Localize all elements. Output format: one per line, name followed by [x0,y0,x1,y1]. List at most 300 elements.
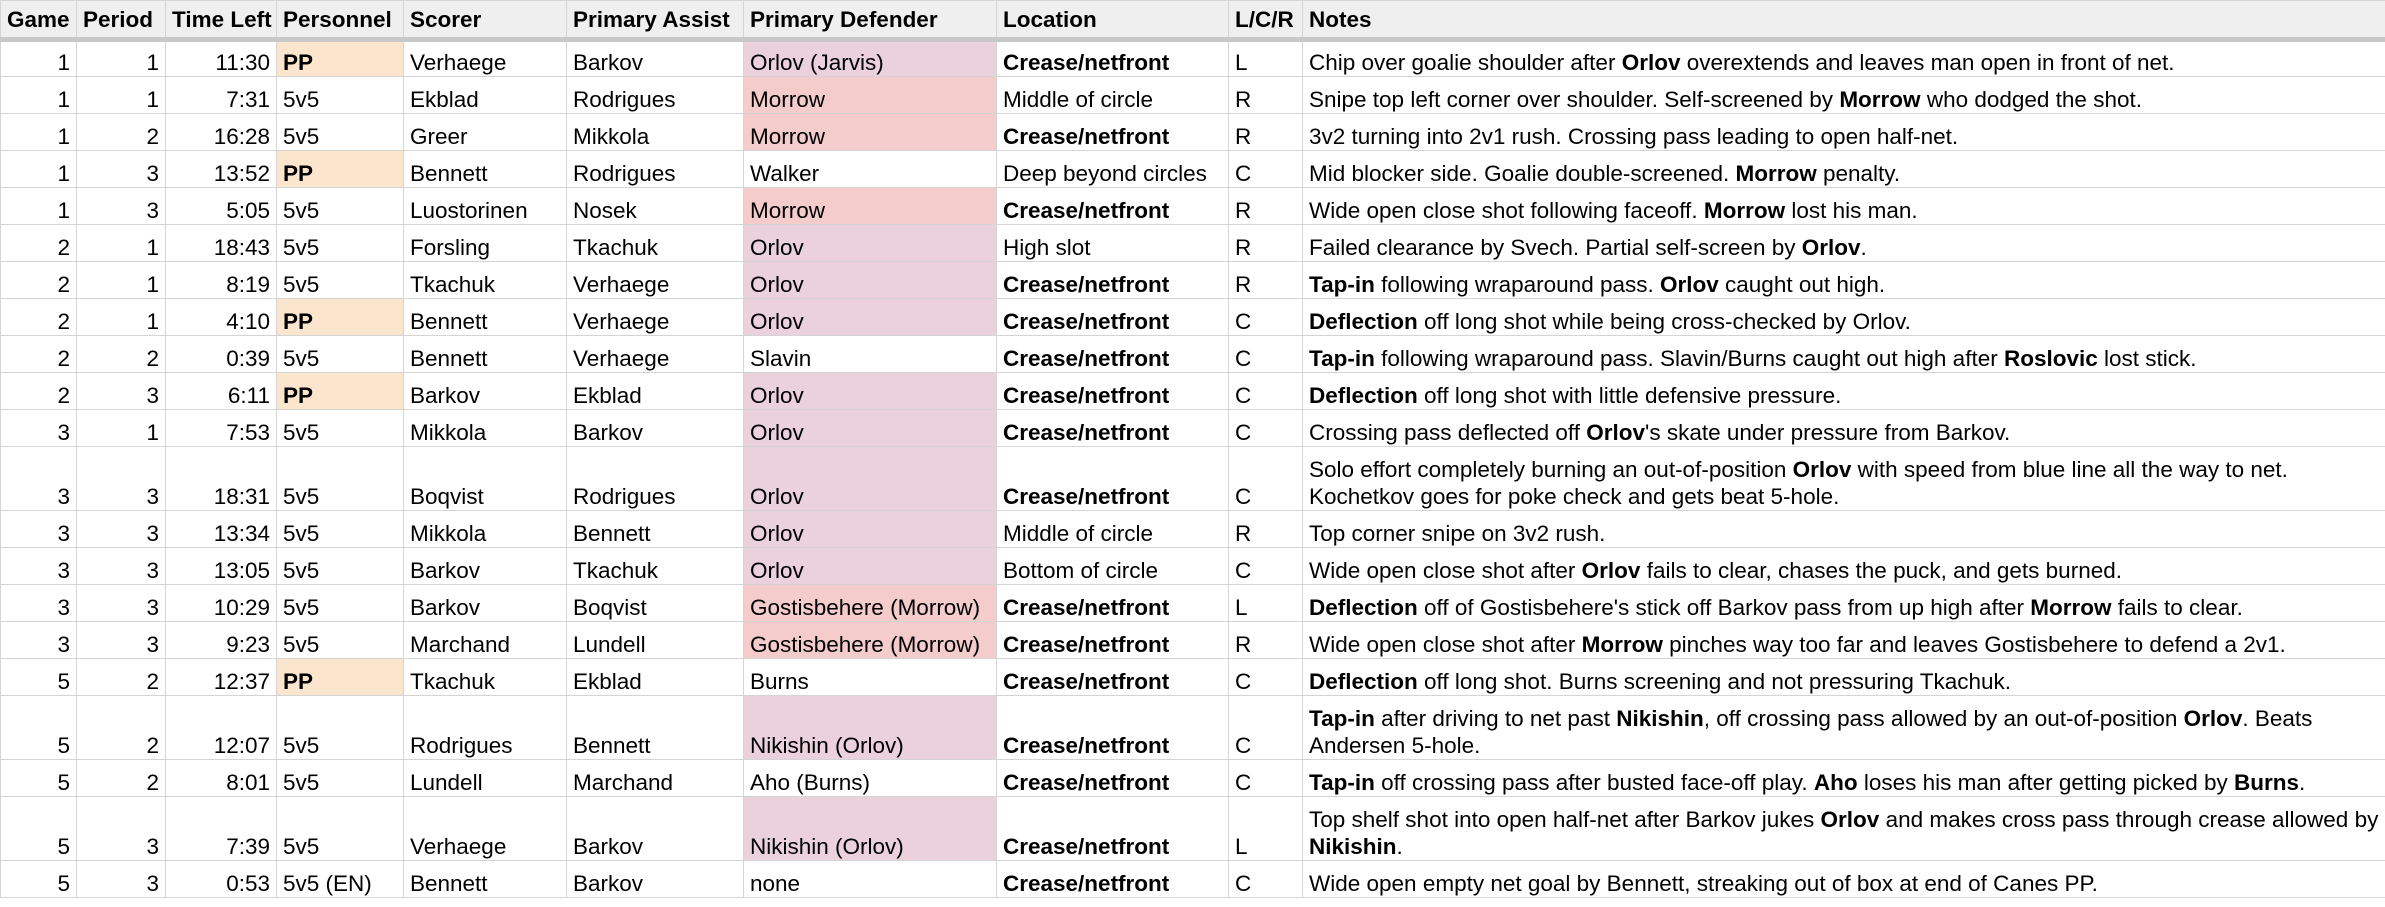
cell-location[interactable]: Crease/netfront [997,622,1229,659]
cell-primary-defender[interactable]: Morrow [744,77,997,114]
notes-emphasis: Nikishin [1616,706,1704,731]
cell-period[interactable]: 2 [77,696,166,760]
cell-period[interactable]: 1 [77,262,166,299]
cell-scorer[interactable]: Marchand [404,622,567,659]
cell-primary-defender[interactable]: Orlov [744,373,997,410]
cell-location[interactable]: Crease/netfront [997,659,1229,696]
cell-time-left[interactable]: 4:10 [166,299,277,336]
cell-game[interactable]: 1 [1,114,77,151]
cell-lcr[interactable]: R [1229,511,1303,548]
cell-primary-assist[interactable]: Tkachuk [567,225,744,262]
cell-lcr[interactable]: C [1229,151,1303,188]
cell-scorer[interactable]: Ekblad [404,77,567,114]
cell-primary-assist[interactable]: Verhaege [567,262,744,299]
notes-emphasis: Tap-in [1309,706,1375,731]
table-row [1,760,2385,797]
cell-primary-defender[interactable]: Orlov [744,511,997,548]
cell-location[interactable]: Crease/netfront [997,696,1229,760]
notes-text: Top shelf shot into open half-net after Barkov jukes [1309,807,1821,832]
table-row [1,225,2385,262]
cell-location[interactable]: Crease/netfront [997,40,1229,77]
cell-period[interactable]: 3 [77,548,166,585]
cell-location[interactable]: Crease/netfront [997,188,1229,225]
notes-text: Top corner snipe on 3v2 rush. [1309,521,1606,546]
cell-notes[interactable] [1303,659,2385,696]
notes-text: Snipe top left corner over shoulder. Self-screened by [1309,87,1840,112]
cell-primary-assist[interactable]: Rodrigues [567,77,744,114]
cell-lcr[interactable]: R [1229,188,1303,225]
cell-scorer[interactable]: Bennett [404,151,567,188]
notes-text: Wide open close shot following faceoff. [1309,198,1704,223]
cell-notes[interactable] [1303,511,2385,548]
cell-primary-defender[interactable]: Morrow [744,114,997,151]
cell-game[interactable]: 3 [1,410,77,447]
table-row [1,622,2385,659]
cell-lcr[interactable]: C [1229,299,1303,336]
cell-notes[interactable] [1303,114,2385,151]
cell-primary-defender[interactable]: Nikishin (Orlov) [744,696,997,760]
cell-lcr[interactable]: R [1229,225,1303,262]
notes-text: following wraparound pass. [1374,272,1660,297]
cell-notes[interactable] [1303,760,2385,797]
notes-text: , off crossing pass allowed by an out-of-position [1703,706,2184,731]
cell-period[interactable]: 3 [77,861,166,898]
table-row [1,114,2385,151]
cell-scorer[interactable]: Mikkola [404,410,567,447]
cell-primary-assist[interactable]: Rodrigues [567,151,744,188]
notes-text: loses his man after getting picked by [1857,770,2235,795]
cell-lcr[interactable]: C [1229,760,1303,797]
cell-game[interactable]: 3 [1,622,77,659]
cell-location[interactable]: Crease/netfront [997,797,1229,861]
cell-location[interactable]: Crease/netfront [997,299,1229,336]
notes-emphasis: Tap-in [1309,346,1375,371]
cell-notes[interactable] [1303,622,2385,659]
cell-notes[interactable] [1303,696,2385,760]
cell-primary-assist[interactable]: Verhaege [567,336,744,373]
cell-time-left[interactable]: 0:53 [166,861,277,898]
header-primary-assist[interactable]: Primary Assist [567,1,744,40]
cell-game[interactable]: 3 [1,585,77,622]
cell-time-left[interactable]: 9:23 [166,622,277,659]
cell-location[interactable]: Bottom of circle [997,548,1229,585]
cell-primary-defender[interactable]: Burns [744,659,997,696]
cell-personnel[interactable]: 5v5 [277,511,404,548]
cell-period[interactable]: 1 [77,225,166,262]
cell-primary-assist[interactable]: Marchand [567,760,744,797]
cell-primary-assist[interactable]: Bennett [567,511,744,548]
table-row [1,861,2385,898]
cell-primary-defender[interactable]: Orlov [744,225,997,262]
cell-lcr[interactable]: C [1229,410,1303,447]
cell-primary-defender[interactable]: Gostisbehere (Morrow) [744,622,997,659]
cell-game[interactable]: 5 [1,696,77,760]
cell-lcr[interactable]: L [1229,40,1303,77]
cell-personnel[interactable]: 5v5 [277,696,404,760]
cell-scorer[interactable]: Verhaege [404,40,567,77]
cell-game[interactable]: 3 [1,447,77,511]
cell-notes[interactable] [1303,151,2385,188]
cell-game[interactable]: 5 [1,797,77,861]
header-game[interactable]: Game [1,1,77,40]
notes-emphasis: Orlov [1660,272,1719,297]
cell-lcr[interactable]: C [1229,696,1303,760]
cell-scorer[interactable]: Boqvist [404,447,567,511]
cell-game[interactable]: 5 [1,760,77,797]
cell-primary-defender[interactable]: Walker [744,151,997,188]
cell-location[interactable]: Crease/netfront [997,373,1229,410]
cell-game[interactable]: 2 [1,373,77,410]
cell-period[interactable]: 3 [77,151,166,188]
cell-game[interactable]: 1 [1,188,77,225]
header-lcr[interactable]: L/C/R [1229,1,1303,40]
notes-emphasis: Orlov [1820,807,1880,832]
cell-personnel[interactable]: 5v5 [277,114,404,151]
cell-time-left[interactable]: 8:19 [166,262,277,299]
cell-time-left[interactable]: 5:05 [166,188,277,225]
notes-text: Wide open close shot after [1309,632,1582,657]
table-row [1,447,2385,511]
cell-scorer[interactable]: Bennett [404,299,567,336]
cell-game[interactable]: 3 [1,548,77,585]
cell-game[interactable]: 5 [1,861,77,898]
table-row [1,511,2385,548]
cell-period[interactable]: 3 [77,585,166,622]
notes-text: after driving to net past [1374,706,1617,731]
cell-period[interactable]: 2 [77,760,166,797]
cell-scorer[interactable]: Bennett [404,336,567,373]
header-period[interactable]: Period [77,1,166,40]
notes-emphasis: Deflection [1309,595,1418,620]
cell-location[interactable]: Deep beyond circles [997,151,1229,188]
cell-primary-defender[interactable]: none [744,861,997,898]
cell-lcr[interactable]: R [1229,77,1303,114]
cell-scorer[interactable]: Tkachuk [404,659,567,696]
notes-text: and makes cross pass through crease allowed by [1879,807,2379,832]
cell-scorer[interactable]: Verhaege [404,797,567,861]
table-row [1,40,2385,77]
notes-text: Chip over goalie shoulder after [1309,50,1622,75]
cell-time-left[interactable]: 18:31 [166,447,277,511]
notes-text: Wide open empty net goal by Bennett, streaking out of box at end of Canes PP. [1309,871,2098,896]
cell-time-left[interactable]: 13:34 [166,511,277,548]
cell-period[interactable]: 1 [77,410,166,447]
cell-primary-assist[interactable]: Lundell [567,622,744,659]
cell-scorer[interactable]: Forsling [404,225,567,262]
cell-personnel[interactable]: 5v5 [277,262,404,299]
cell-location[interactable]: Middle of circle [997,77,1229,114]
cell-lcr[interactable]: R [1229,622,1303,659]
cell-period[interactable]: 1 [77,299,166,336]
notes-emphasis: Orlov [1621,50,1681,75]
cell-notes[interactable] [1303,797,2385,861]
cell-notes[interactable] [1303,447,2385,511]
cell-primary-defender[interactable]: Slavin [744,336,997,373]
cell-lcr[interactable]: C [1229,336,1303,373]
cell-personnel[interactable]: PP [277,659,404,696]
header-notes[interactable]: Notes [1303,1,2385,40]
cell-scorer[interactable]: Luostorinen [404,188,567,225]
cell-time-left[interactable]: 12:37 [166,659,277,696]
cell-primary-defender[interactable]: Orlov [744,410,997,447]
cell-time-left[interactable]: 12:07 [166,696,277,760]
cell-time-left[interactable]: 7:53 [166,410,277,447]
cell-location[interactable]: Crease/netfront [997,585,1229,622]
notes-text: who dodged the shot. [1920,87,2142,112]
cell-location[interactable]: Crease/netfront [997,760,1229,797]
cell-personnel[interactable]: 5v5 [277,447,404,511]
cell-personnel[interactable]: PP [277,151,404,188]
notes-emphasis: Morrow [1735,161,1817,186]
cell-time-left[interactable]: 10:29 [166,585,277,622]
notes-text: 's skate under pressure from Barkov. [1645,420,2011,445]
header-time-left[interactable]: Time Left [166,1,277,40]
notes-text: off long shot. Burns screening and not pressuring Tkachuk. [1417,669,2012,694]
notes-text: 3v2 turning into 2v1 rush. Crossing pass leading to open half-net. [1309,124,1959,149]
table-row [1,188,2385,225]
notes-text: overextends and leaves man open in front of net. [1680,50,2175,75]
cell-lcr[interactable]: L [1229,797,1303,861]
table-row [1,336,2385,373]
notes-text: Failed clearance by Svech. Partial self-screen by [1309,235,1802,260]
cell-primary-assist[interactable]: Barkov [567,861,744,898]
cell-scorer[interactable]: Lundell [404,760,567,797]
table-row [1,299,2385,336]
notes-emphasis: Burns [2234,770,2300,795]
cell-scorer[interactable]: Bennett [404,861,567,898]
cell-personnel[interactable]: 5v5 [277,225,404,262]
cell-notes[interactable] [1303,262,2385,299]
cell-period[interactable]: 3 [77,447,166,511]
cell-period[interactable]: 3 [77,622,166,659]
cell-notes[interactable] [1303,40,2385,77]
cell-lcr[interactable]: C [1229,373,1303,410]
notes-emphasis: Nikishin [1309,834,1397,859]
notes-text: pinches way too far and leaves Gostisbehere to defend a 2v1. [1662,632,2286,657]
cell-primary-assist[interactable]: Ekblad [567,659,744,696]
cell-notes[interactable] [1303,373,2385,410]
notes-emphasis: Orlov [1792,457,1852,482]
cell-personnel[interactable]: 5v5 [277,622,404,659]
cell-time-left[interactable]: 0:39 [166,336,277,373]
cell-location[interactable]: Crease/netfront [997,861,1229,898]
cell-time-left[interactable]: 7:39 [166,797,277,861]
cell-period[interactable]: 2 [77,659,166,696]
cell-primary-assist[interactable]: Barkov [567,40,744,77]
cell-primary-defender[interactable]: Nikishin (Orlov) [744,797,997,861]
cell-location[interactable]: Crease/netfront [997,410,1229,447]
notes-emphasis: Tap-in [1309,272,1375,297]
cell-notes[interactable] [1303,861,2385,898]
cell-primary-assist[interactable]: Ekblad [567,373,744,410]
cell-personnel[interactable]: 5v5 [277,760,404,797]
cell-personnel[interactable]: 5v5 [277,77,404,114]
notes-emphasis: Morrow [1581,632,1663,657]
notes-text: . [1860,235,1867,260]
cell-primary-defender[interactable]: Orlov [744,299,997,336]
cell-time-left[interactable]: 13:52 [166,151,277,188]
cell-primary-defender[interactable]: Aho (Burns) [744,760,997,797]
header-primary-defender[interactable]: Primary Defender [744,1,997,40]
notes-text: lost his man. [1785,198,1918,223]
cell-time-left[interactable]: 18:43 [166,225,277,262]
cell-personnel[interactable]: PP [277,373,404,410]
cell-scorer[interactable]: Rodrigues [404,696,567,760]
cell-notes[interactable] [1303,225,2385,262]
cell-lcr[interactable]: L [1229,585,1303,622]
cell-personnel[interactable]: PP [277,299,404,336]
notes-text: . [2299,770,2306,795]
cell-game[interactable]: 1 [1,77,77,114]
cell-scorer[interactable]: Tkachuk [404,262,567,299]
cell-time-left[interactable]: 8:01 [166,760,277,797]
cell-primary-defender[interactable]: Morrow [744,188,997,225]
cell-notes[interactable] [1303,188,2385,225]
cell-personnel[interactable]: 5v5 (EN) [277,861,404,898]
cell-notes[interactable] [1303,410,2385,447]
cell-notes[interactable] [1303,77,2385,114]
table-row [1,585,2385,622]
table-row [1,797,2385,861]
header-scorer[interactable]: Scorer [404,1,567,40]
header-personnel[interactable]: Personnel [277,1,404,40]
cell-primary-defender[interactable]: Orlov [744,548,997,585]
cell-primary-defender[interactable]: Orlov [744,262,997,299]
cell-lcr[interactable]: C [1229,861,1303,898]
notes-text: following wraparound pass. Slavin/Burns caught out high after [1374,346,2004,371]
cell-notes[interactable] [1303,548,2385,585]
notes-text: caught out high. [1718,272,1886,297]
cell-primary-assist[interactable]: Barkov [567,410,744,447]
cell-primary-assist[interactable]: Rodrigues [567,447,744,511]
cell-personnel[interactable]: 5v5 [277,548,404,585]
cell-notes[interactable] [1303,336,2385,373]
cell-scorer[interactable]: Greer [404,114,567,151]
table-row [1,151,2385,188]
header-location[interactable]: Location [997,1,1229,40]
cell-lcr[interactable]: C [1229,659,1303,696]
cell-personnel[interactable]: 5v5 [277,585,404,622]
table-row [1,696,2385,760]
notes-text: off long shot with little defensive pressure. [1417,383,1842,408]
cell-scorer[interactable]: Barkov [404,585,567,622]
notes-text: fails to clear. [2111,595,2243,620]
cell-time-left[interactable]: 11:30 [166,40,277,77]
cell-time-left[interactable]: 7:31 [166,77,277,114]
notes-emphasis: Deflection [1309,669,1418,694]
cell-scorer[interactable]: Barkov [404,548,567,585]
table-row [1,262,2385,299]
notes-text: Wide open close shot after [1309,558,1582,583]
cell-notes[interactable] [1303,585,2385,622]
cell-personnel[interactable]: 5v5 [277,410,404,447]
cell-primary-assist[interactable]: Mikkola [567,114,744,151]
notes-text: off crossing pass after busted face-off play. [1374,770,1814,795]
cell-personnel[interactable]: 5v5 [277,797,404,861]
cell-period[interactable]: 3 [77,188,166,225]
cell-primary-defender[interactable]: Orlov (Jarvis) [744,40,997,77]
notes-text: fails to clear, chases the puck, and gets burned. [1640,558,2122,583]
notes-emphasis: Morrow [1839,87,1921,112]
cell-game[interactable]: 2 [1,262,77,299]
notes-emphasis: Orlov [1586,420,1646,445]
notes-text: penalty. [1816,161,1901,186]
notes-text: . [1396,834,1403,859]
cell-period[interactable]: 1 [77,77,166,114]
cell-lcr[interactable]: C [1229,447,1303,511]
cell-period[interactable]: 2 [77,336,166,373]
cell-location[interactable]: Crease/netfront [997,114,1229,151]
notes-emphasis: Aho [1813,770,1858,795]
cell-location[interactable]: Middle of circle [997,511,1229,548]
cell-primary-defender[interactable]: Gostisbehere (Morrow) [744,585,997,622]
notes-text: Solo effort completely burning an out-of-position [1309,457,1793,482]
notes-emphasis: Roslovic [2003,346,2098,371]
cell-period[interactable]: 3 [77,511,166,548]
cell-game[interactable]: 2 [1,299,77,336]
cell-time-left[interactable]: 16:28 [166,114,277,151]
cell-primary-assist[interactable]: Nosek [567,188,744,225]
cell-location[interactable]: High slot [997,225,1229,262]
cell-lcr[interactable]: C [1229,548,1303,585]
cell-lcr[interactable]: R [1229,262,1303,299]
cell-game[interactable]: 2 [1,225,77,262]
cell-period[interactable]: 3 [77,373,166,410]
cell-notes[interactable] [1303,299,2385,336]
cell-primary-assist[interactable]: Bennett [567,696,744,760]
notes-emphasis: Deflection [1309,309,1418,334]
cell-game[interactable]: 2 [1,336,77,373]
cell-location[interactable]: Crease/netfront [997,262,1229,299]
table-row [1,410,2385,447]
table-row [1,373,2385,410]
notes-text: with speed from blue line all the way to net. Kochetkov goes for poke check and gets beat 5-hole. [1309,457,2288,509]
cell-primary-assist[interactable]: Verhaege [567,299,744,336]
cell-scorer[interactable]: Mikkola [404,511,567,548]
cell-primary-assist[interactable]: Boqvist [567,585,744,622]
notes-text: off of Gostisbehere's stick off Barkov pass from up high after [1417,595,2031,620]
cell-lcr[interactable]: R [1229,114,1303,151]
cell-time-left[interactable]: 6:11 [166,373,277,410]
cell-primary-assist[interactable]: Tkachuk [567,548,744,585]
cell-personnel[interactable]: PP [277,40,404,77]
cell-primary-defender[interactable]: Orlov [744,447,997,511]
cell-game[interactable]: 3 [1,511,77,548]
cell-personnel[interactable]: 5v5 [277,188,404,225]
cell-scorer[interactable]: Barkov [404,373,567,410]
cell-primary-assist[interactable]: Barkov [567,797,744,861]
notes-emphasis: Tap-in [1309,770,1375,795]
header-row [1,1,2385,40]
cell-period[interactable]: 3 [77,797,166,861]
cell-game[interactable]: 1 [1,151,77,188]
notes-emphasis: Orlov [2183,706,2243,731]
cell-period[interactable]: 2 [77,114,166,151]
notes-emphasis: Orlov [1581,558,1641,583]
cell-personnel[interactable]: 5v5 [277,336,404,373]
table-row [1,659,2385,696]
cell-game[interactable]: 5 [1,659,77,696]
notes-emphasis: Morrow [1703,198,1786,223]
notes-emphasis: Morrow [2030,595,2112,620]
cell-period[interactable]: 1 [77,40,166,77]
table-row [1,77,2385,114]
notes-text: Mid blocker side. Goalie double-screened. [1309,161,1736,186]
cell-location[interactable]: Crease/netfront [997,447,1229,511]
cell-game[interactable]: 1 [1,40,77,77]
cell-location[interactable]: Crease/netfront [997,336,1229,373]
cell-time-left[interactable]: 13:05 [166,548,277,585]
